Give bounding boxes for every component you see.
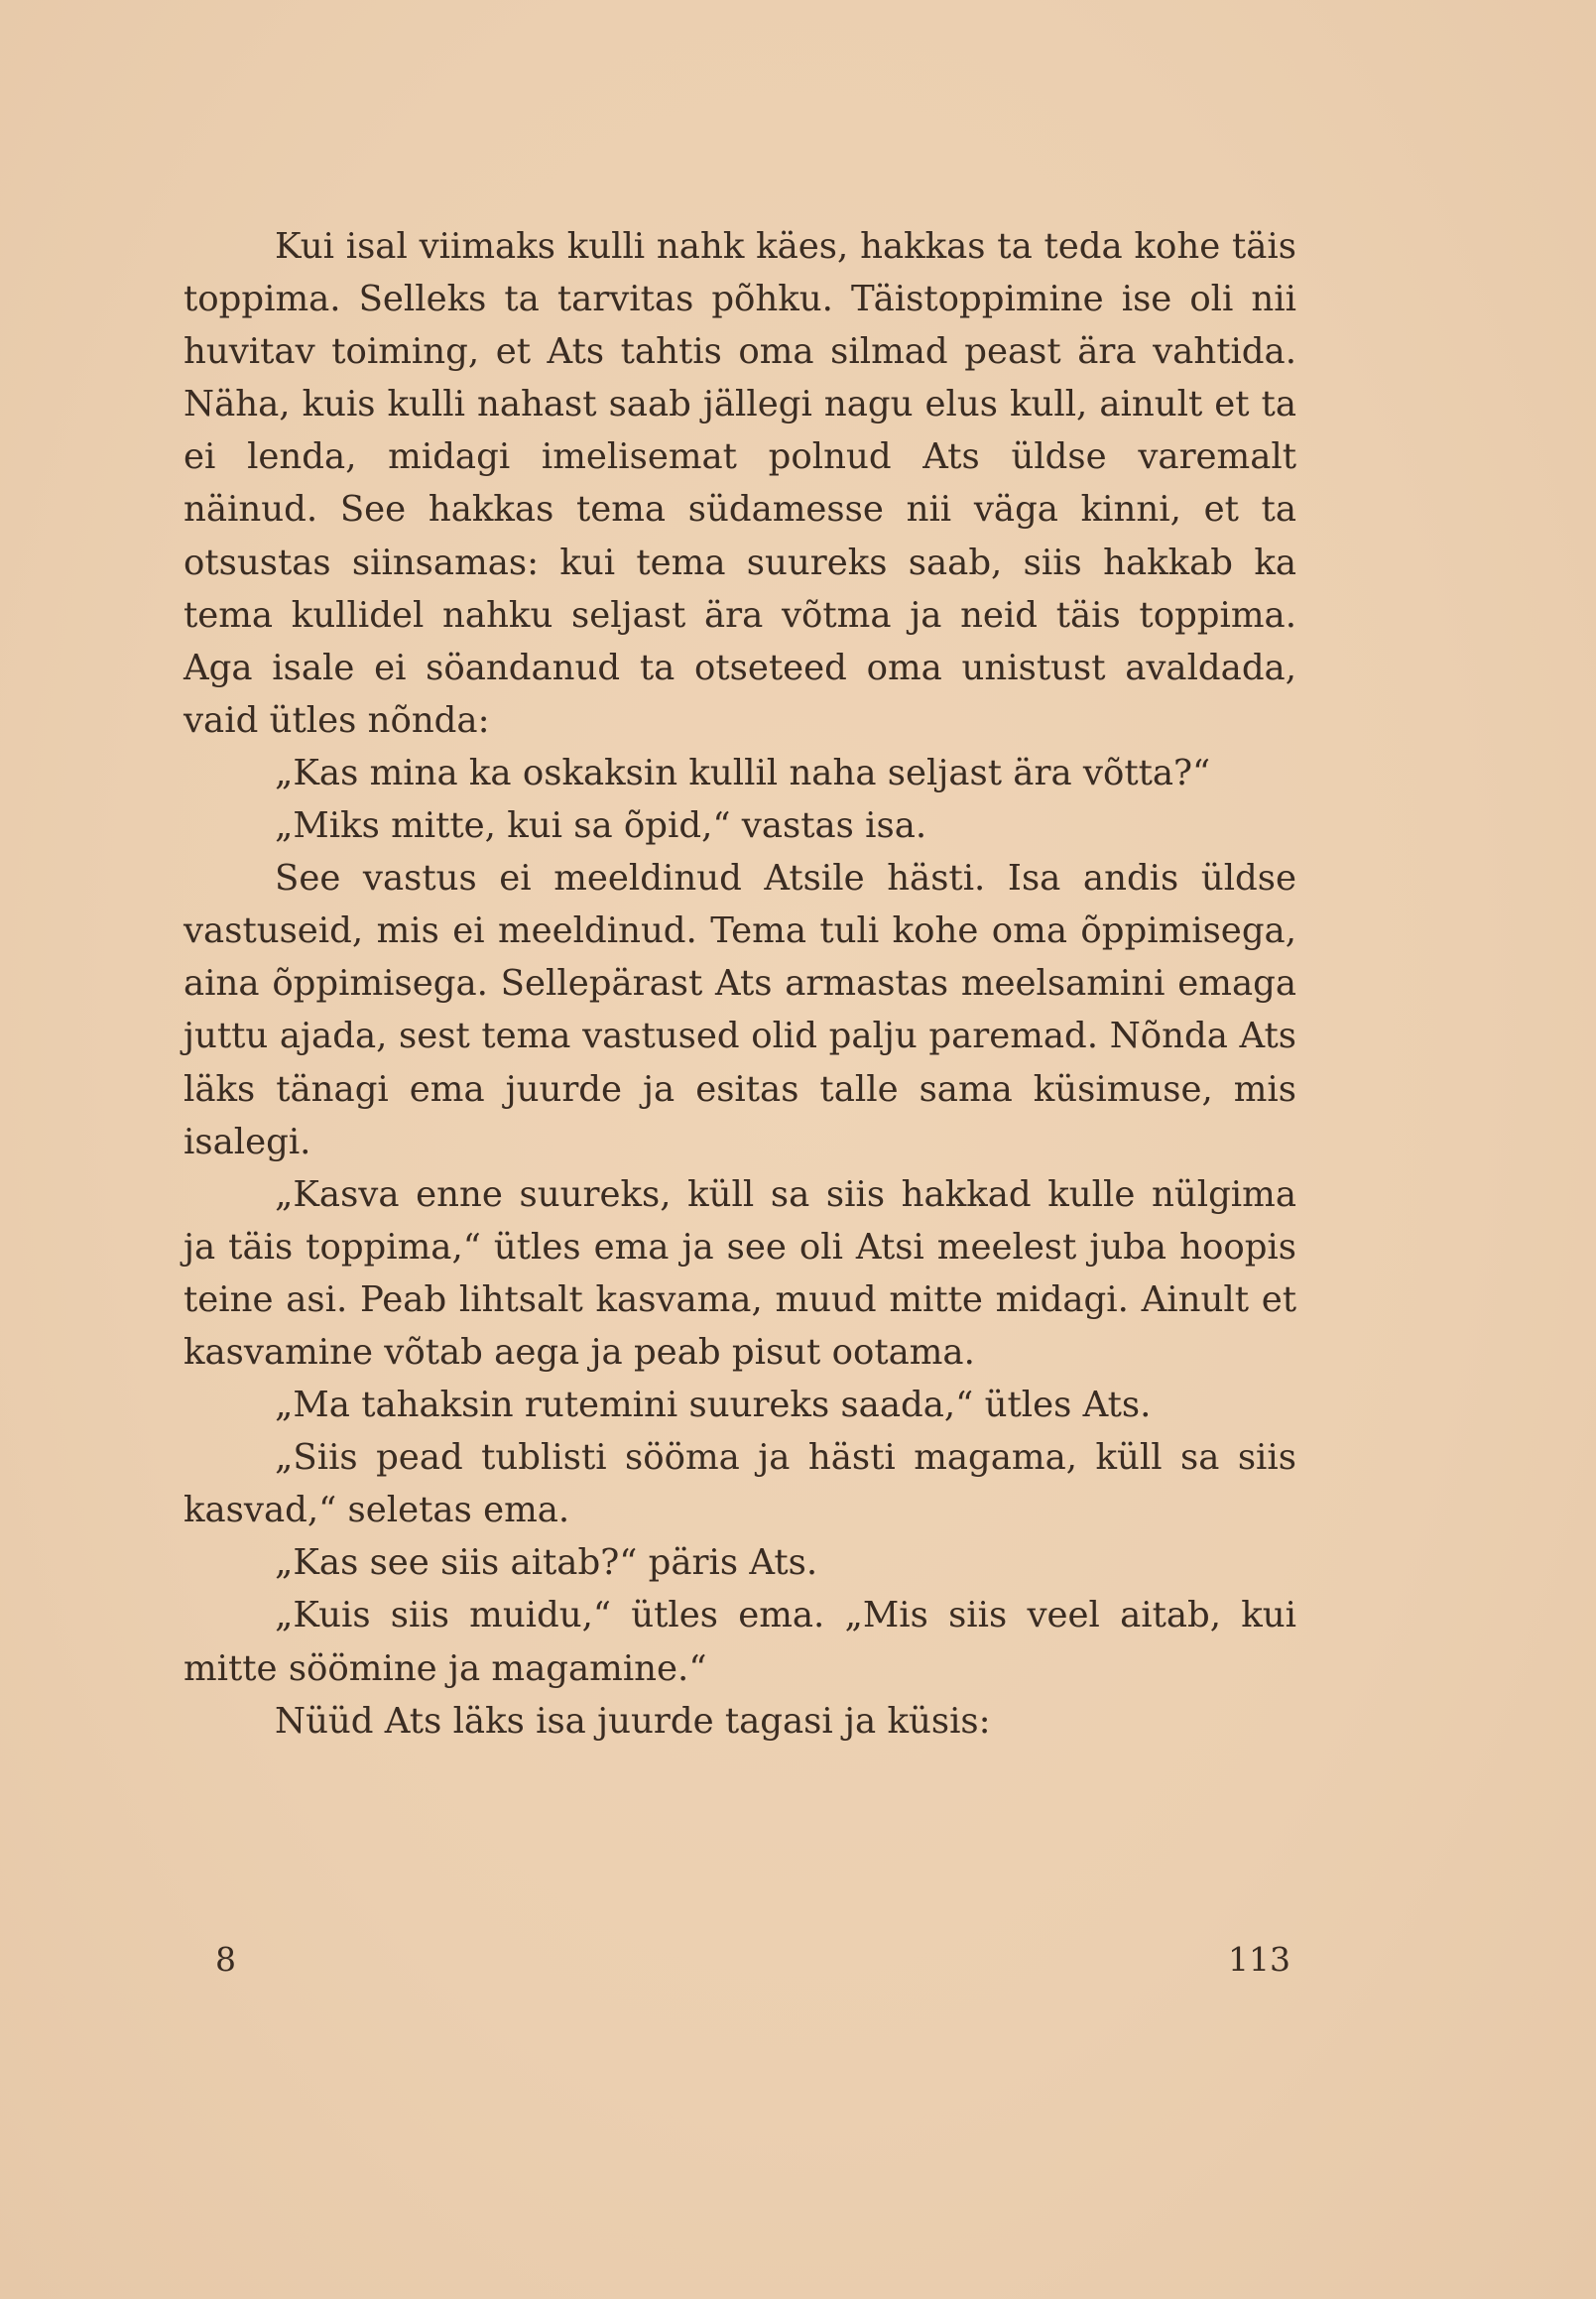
paragraph: „Kasva enne suureks, küll sa siis hakkad kulle nülgima ja täis toppima,“ ütles ema ja see oli Atsi meelest juba hoopis teine asi. Peab lihtsalt kasvama, muud mitte midagi. Ainult et kasvamine võtab aega ja peab pisut ootama.	[184, 1173, 1296, 1373]
page-body-text	[184, 220, 1296, 1748]
paragraph: „Miks mitte, kui sa õpid,“ vastas isa.	[275, 805, 927, 847]
paragraph: „Ma tahaksin rutemini suureks saada,“ ütles Ats.	[275, 1385, 1152, 1426]
paragraph: „Siis pead tublisti sööma ja hästi magama, küll sa siis kasvad,“ seletas ema.	[184, 1437, 1296, 1531]
paragraph: „Kas see siis aitab?“ päris Ats.	[275, 1542, 818, 1584]
paragraph: Kui isal viimaks kulli nahk käes, hakkas ta teda kohe täis toppima. Selleks ta tarvitas põhku. Täistoppimine ise oli nii huvitav toiming, et Ats tahtis oma silmad peast ära vahtida. Näha, kuis kulli nahast saab jällegi nagu elus kull, ainult et ta ei lenda, midagi imelisemat polnud Ats üldse varemalt näinud. See hakkas tema südamesse nii väga kinni, et ta otsustas siinsamas: kui tema suureks saab, siis hakkab ka tema kullidel nahku seljast ära võtma ja neid täis toppima. Aga isale ei söandanud ta otseteed oma unistust avaldada, vaid ütles nõnda:	[184, 226, 1296, 741]
paragraph: „Kas mina ka oskaksin kullil naha seljast ära võtta?“	[275, 752, 1211, 793]
paragraph: Nüüd Ats läks isa juurde tagasi ja küsis:	[275, 1700, 991, 1742]
page-number: 113	[1228, 1940, 1290, 1979]
paragraph: „Kuis siis muidu,“ ütles ema. „Mis siis veel aitab, kui mitte söömine ja magamine.“	[184, 1595, 1296, 1689]
printer-signature-mark: 8	[215, 1940, 236, 1979]
paragraph: See vastus ei meeldinud Atsile hästi. Isa andis üldse vastuseid, mis ei meeldinud. Tema tuli kohe oma õppimisega, aina õppimisega. Sellepärast Ats armastas meelsamini emaga juttu ajada, sest tema vastused olid palju paremad. Nõnda Ats läks tänagi ema juurde ja esitas talle sama küsimuse, mis isalegi.	[184, 858, 1296, 1162]
